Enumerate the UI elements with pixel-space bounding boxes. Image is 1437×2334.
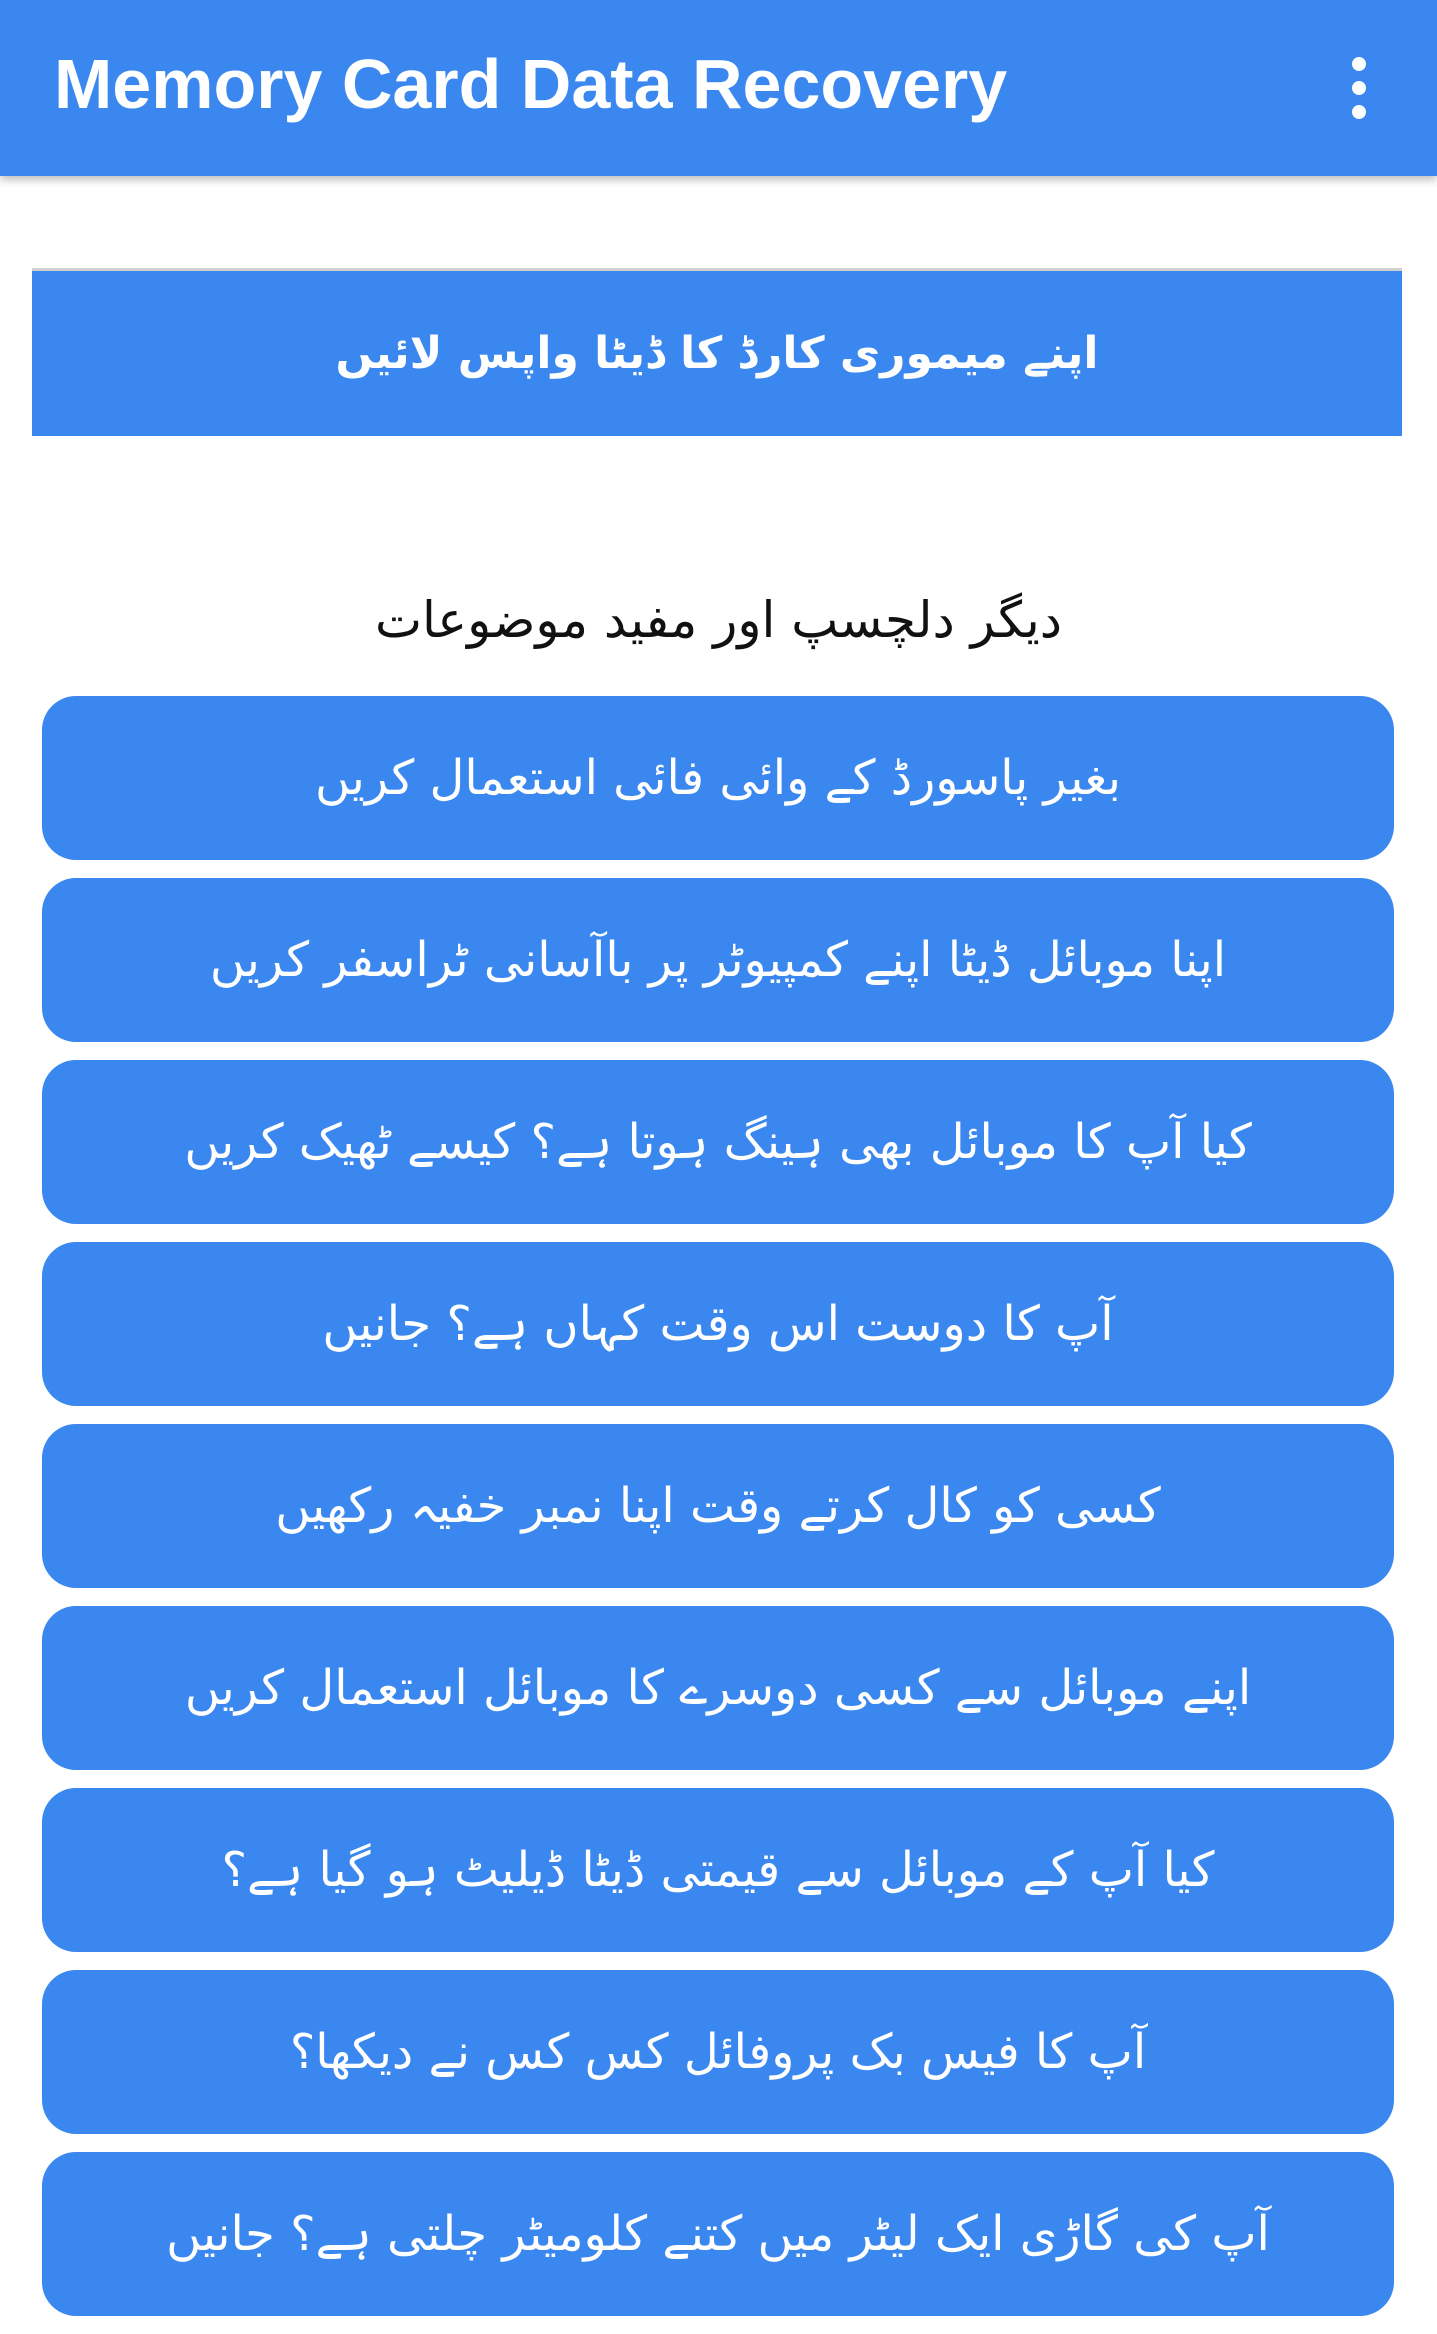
section-heading: دیگر دلچسپ اور مفید موضوعات bbox=[374, 591, 1063, 649]
app-title: Memory Card Data Recovery bbox=[54, 45, 1008, 123]
dot bbox=[1352, 57, 1366, 71]
topic-button-use-other-mobile[interactable]: اپنے موبائل سے کسی دوسرے کا موبائل استعمال کریں bbox=[42, 1606, 1394, 1770]
dot bbox=[1352, 81, 1366, 95]
topic-button-wifi[interactable]: بغیر پاسورڈ کے وائی فائی استعمال کریں bbox=[42, 696, 1394, 860]
app-bar bbox=[0, 0, 1437, 176]
topic-list bbox=[42, 696, 1394, 2334]
topic-button-transfer-data[interactable]: اپنا موبائل ڈیٹا اپنے کمپیوٹر پر باآسانی ٹراسفر کریں bbox=[42, 878, 1394, 1042]
topic-button-hide-number[interactable]: کسی کو کال کرتے وقت اپنا نمبر خفیہ رکھیں bbox=[42, 1424, 1394, 1588]
topic-button-hang-fix[interactable]: کیا آپ کا موبائل بھی ہینگ ہوتا ہے؟ کیسے ٹھیک کریں bbox=[42, 1060, 1394, 1224]
topic-button-car-mileage[interactable]: آپ کی گاڑی ایک لیٹر میں کتنے کلومیٹر چلتی ہے؟ جانیں bbox=[42, 2152, 1394, 2316]
more-vert-icon[interactable] bbox=[1330, 40, 1388, 136]
topic-button-friend-location[interactable]: آپ کا دوست اس وقت کہاں ہے؟ جانیں bbox=[42, 1242, 1394, 1406]
dot bbox=[1352, 105, 1366, 119]
topic-button-deleted-data[interactable]: کیا آپ کے موبائل سے قیمتی ڈیٹا ڈیلیٹ ہو گیا ہے؟ bbox=[42, 1788, 1394, 1952]
topic-button-facebook-viewers[interactable]: آپ کا فیس بک پروفائل کس کس نے دیکھا؟ bbox=[42, 1970, 1394, 2134]
recover-memory-card-button[interactable]: اپنے میموری کارڈ کا ڈیٹا واپس لائیں bbox=[32, 268, 1402, 436]
